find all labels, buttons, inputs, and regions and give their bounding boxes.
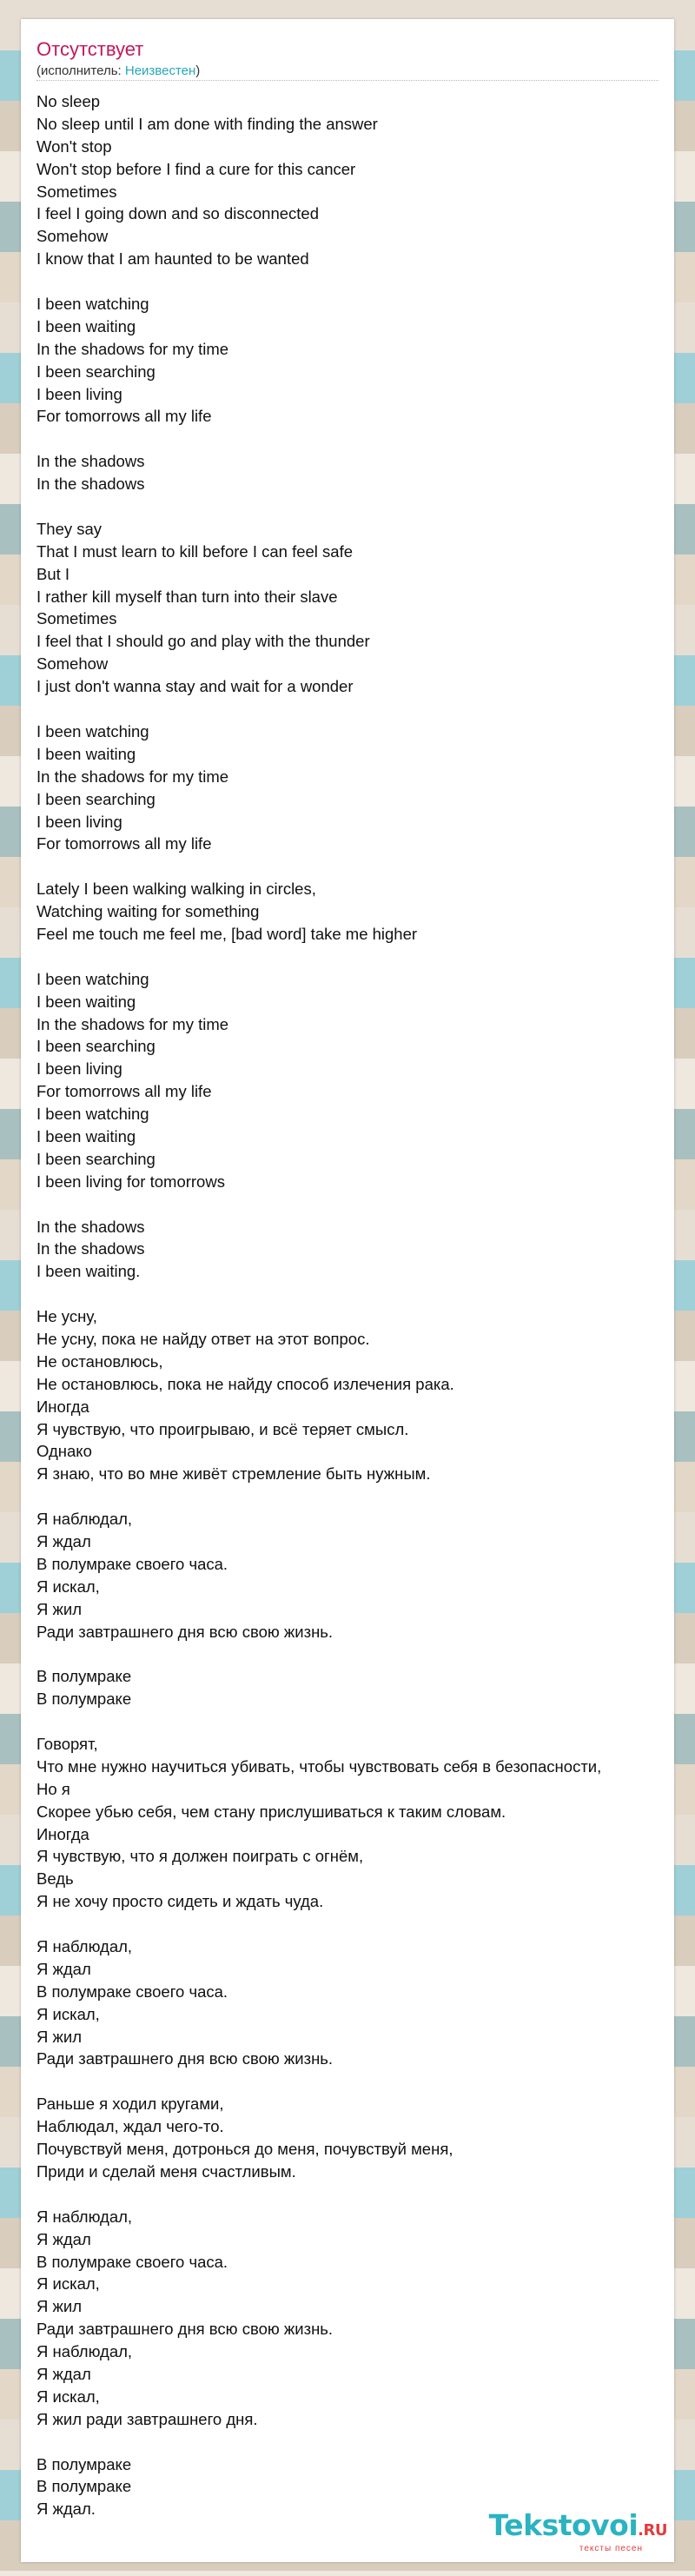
lyric-line: I been watching	[36, 1105, 149, 1124]
lyric-line: Я наблюдал,	[36, 2207, 133, 2226]
lyric-line: Я не хочу просто сидеть и ждать чуда.	[36, 1892, 324, 1911]
lyric-line: In the shadows for my time	[36, 339, 229, 358]
lyric-blank-line	[36, 1283, 664, 1305]
lyric-line: I been waiting	[36, 1126, 136, 1145]
lyric-line: I feel that I should go and play with the thunder	[36, 632, 370, 651]
lyric-line: I been waiting	[36, 992, 136, 1011]
lyric-line: В полумраке	[36, 1667, 132, 1686]
lyric-line: Я искал,	[36, 2004, 100, 2023]
logo-wordmark: Tekstovoi.RU	[488, 2508, 667, 2542]
lyric-line: I been searching	[36, 1149, 156, 1168]
lyric-line: Я ждал.	[36, 2500, 96, 2519]
lyric-line: Watching waiting for something	[36, 902, 260, 921]
lyric-line: Я ждал	[36, 2229, 91, 2248]
lyric-line: I been waiting	[36, 316, 136, 335]
lyric-line: В полумраке своего часа.	[36, 2252, 228, 2271]
title-divider	[36, 80, 659, 81]
lyric-line: Ради завтрашнего дня всю свою жизнь.	[36, 2049, 334, 2068]
lyric-line: For tomorrows all my life	[36, 834, 212, 853]
lyric-line: But I	[36, 564, 70, 583]
lyric-line: Наблюдал, ждал чего-то.	[36, 2117, 224, 2136]
song-title: Отсутствует	[36, 38, 144, 60]
lyric-line: Ведь	[36, 1869, 74, 1889]
lyric-blank-line	[36, 495, 664, 518]
lyric-blank-line	[36, 1710, 664, 1733]
lyric-line: Однако	[36, 1442, 92, 1461]
lyric-line: I been living	[36, 384, 122, 403]
lyric-line: Не усну, пока не найду ответ на этот вопрос.	[36, 1329, 370, 1348]
lyric-line: Не усну,	[36, 1307, 97, 1326]
lyric-line: For tomorrows all my life	[36, 1082, 212, 1101]
lyric-line: In the shadows	[36, 475, 145, 494]
lyric-line: Я наблюдал,	[36, 1937, 133, 1956]
lyric-line: Я искал,	[36, 2274, 100, 2294]
lyric-line: Не остановлюсь, пока не найду способ излечения рака.	[36, 1374, 454, 1393]
lyric-line: No sleep until I am done with finding the answer	[36, 114, 378, 133]
lyric-blank-line	[36, 1485, 664, 1508]
lyrics-card	[21, 19, 674, 2562]
lyric-line: Won't stop before I find a cure for this cancer	[36, 159, 356, 178]
lyric-line: In the shadows	[36, 1239, 145, 1258]
lyric-line: Я ждал	[36, 2364, 91, 2383]
lyrics-text	[36, 90, 664, 2520]
lyric-line: I been searching	[36, 789, 156, 808]
lyric-line: I been watching	[36, 969, 149, 988]
lyric-line: Но я	[36, 1779, 70, 1798]
lyric-line: They say	[36, 519, 103, 538]
lyric-line: In the shadows	[36, 1217, 145, 1236]
lyric-line: Я чувствую, что проигрываю, и всё теряет смысл.	[36, 1419, 409, 1438]
lyric-line: Я жил ради завтрашнего дня.	[36, 2409, 258, 2428]
lyric-line: I rather kill myself than turn into their slave	[36, 587, 338, 606]
lyric-blank-line	[36, 2183, 664, 2206]
lyric-line: That I must learn to kill before I can feel safe	[36, 541, 354, 561]
lyric-line: Won't stop	[36, 136, 112, 156]
lyric-line: Я ждал	[36, 1959, 91, 1978]
lyric-line: Я жил	[36, 2027, 83, 2046]
lyric-line: Не остановлюсь,	[36, 1351, 163, 1371]
lyric-line: I feel I going down and so disconnected	[36, 204, 320, 223]
lyric-line: Я знаю, что во мне живёт стремление быть нужным.	[36, 1464, 431, 1484]
lyric-blank-line	[36, 1193, 664, 1216]
lyric-line: I been watching	[36, 721, 149, 740]
performer-line	[36, 63, 200, 79]
lyric-line: Говорят,	[36, 1735, 98, 1754]
lyric-line: В полумраке своего часа.	[36, 1982, 228, 2001]
lyric-line: I know that I am haunted to be wanted	[36, 249, 309, 269]
lyric-line: For tomorrows all my life	[36, 407, 212, 426]
lyric-blank-line	[36, 2431, 664, 2453]
lyric-line: Что мне нужно научиться убивать, чтобы чувствовать себя в безопасности,	[36, 1756, 602, 1776]
lyric-line: I just don't wanna stay and wait for a wonder	[36, 677, 354, 696]
site-logo[interactable]	[488, 2508, 667, 2553]
lyric-line: I been living	[36, 812, 122, 831]
lyric-blank-line	[36, 428, 664, 450]
lyric-line: Я наблюдал,	[36, 2342, 133, 2361]
lyric-line: В полумраке	[36, 2454, 132, 2473]
lyric-line: I been watching	[36, 295, 149, 314]
lyric-line: Я ждал	[36, 1532, 91, 1550]
logo-tagline: тексты песен	[579, 2544, 643, 2553]
lyric-line: Sometimes	[36, 182, 117, 201]
lyric-line: Почувствуй меня, дотронься до меня, почувствуй меня,	[36, 2140, 453, 2159]
lyric-line: Sometimes	[36, 609, 117, 628]
lyric-line: Скорее убью себя, чем стану прислушиваться к таким словам.	[36, 1802, 506, 1821]
lyric-line: Я искал,	[36, 2387, 100, 2406]
lyric-line: In the shadows	[36, 452, 145, 471]
lyric-blank-line	[36, 855, 664, 878]
lyric-blank-line	[36, 698, 664, 720]
lyric-line: Иногда	[36, 1824, 89, 1843]
lyric-line: В полумраке своего часа.	[36, 1554, 228, 1573]
lyric-line: Я жил	[36, 2297, 83, 2316]
lyric-blank-line	[36, 1913, 664, 1935]
lyric-line: В полумраке	[36, 2477, 132, 2496]
lyric-line: In the shadows for my time	[36, 1014, 229, 1033]
lyric-line: Я наблюдал,	[36, 1510, 133, 1529]
lyric-line: Я чувствую, что я должен поиграть с огнём,	[36, 1847, 364, 1866]
lyric-line: Я искал,	[36, 1577, 100, 1596]
lyric-line: In the shadows for my time	[36, 767, 229, 786]
lyric-line: No sleep	[36, 92, 101, 110]
lyric-line: I been waiting.	[36, 1262, 141, 1281]
lyric-line: I been searching	[36, 362, 156, 381]
performer-link[interactable]: Неизвестен	[124, 63, 196, 78]
lyric-line: Иногда	[36, 1397, 89, 1416]
lyric-blank-line	[36, 946, 664, 968]
lyric-line: Feel me touch me feel me, [bad word] take me higher	[36, 924, 418, 943]
lyric-line: Somehow	[36, 654, 109, 674]
lyric-line: Я жил	[36, 1599, 83, 1618]
lyric-line: Раньше я ходил кругами,	[36, 2095, 224, 2114]
lyric-line: Ради завтрашнего дня всю свою жизнь.	[36, 1622, 334, 1641]
lyric-line: Lately I been walking walking in circles,	[36, 880, 316, 899]
lyric-line: I been searching	[36, 1037, 156, 1056]
lyric-line: I been living for tomorrows	[36, 1172, 225, 1191]
lyric-line: Somehow	[36, 227, 109, 246]
performer-suffix: )	[195, 63, 201, 78]
lyric-line: I been living	[36, 1059, 122, 1079]
logo-tld: .RU	[638, 2521, 667, 2539]
lyric-line: Ради завтрашнего дня всю свою жизнь.	[36, 2320, 334, 2339]
lyric-line: В полумраке	[36, 1690, 132, 1709]
lyric-blank-line	[36, 270, 664, 293]
performer-prefix: (исполнитель:	[36, 63, 125, 78]
lyric-line: I been waiting	[36, 744, 136, 763]
lyric-blank-line	[36, 2070, 664, 2093]
lyric-line: Приди и сделай меня счастливым.	[36, 2161, 296, 2181]
lyric-blank-line	[36, 1643, 664, 1665]
